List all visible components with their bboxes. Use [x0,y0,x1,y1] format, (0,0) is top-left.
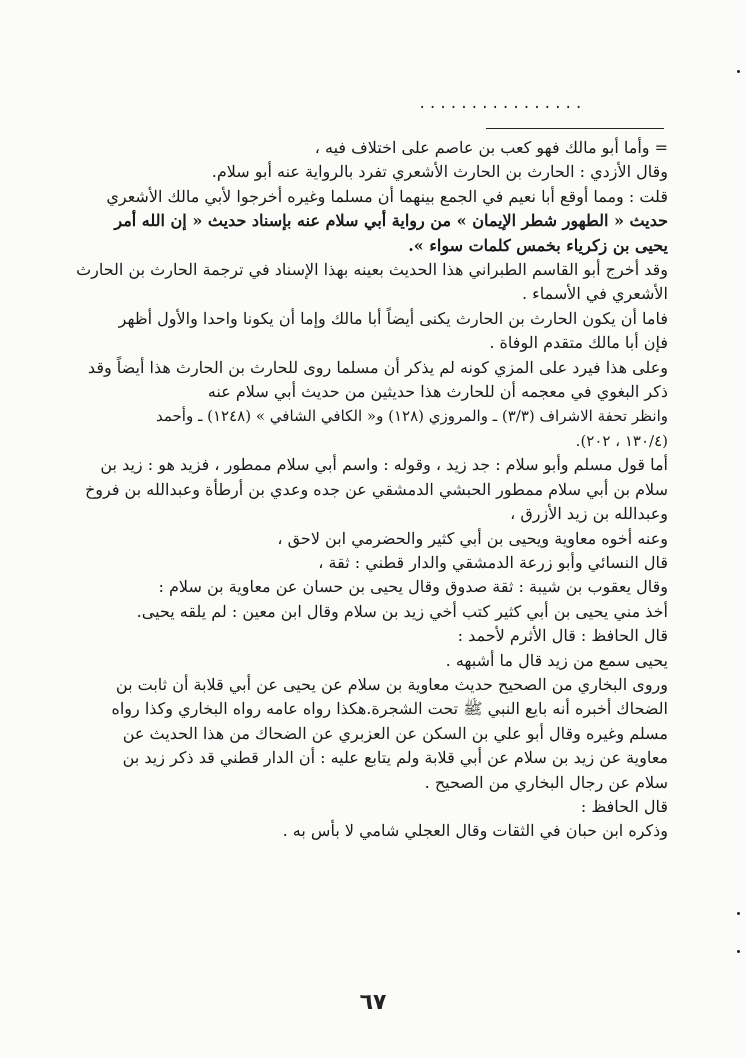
reference-line: (١٣٠/٤ ، ٢٠٢). [575,431,668,450]
edge-mark [737,950,740,953]
text-line: وعنه أخوه معاوية ويحيى بن أبي كثير والحضرمي ابن لاحق ، [277,528,668,548]
text-line: وذكره ابن حبان في الثقات وقال العجلي شامي لا بأس به . [282,821,668,841]
page-body [70,136,668,844]
text-line: أما قول مسلم وأبو سلام : جد زيد ، وقوله : واسم أبي سلام ممطور ، فزيد هو : زيد بن [100,455,668,475]
edge-mark [737,70,740,73]
text-line: قال الحافظ : [580,796,668,816]
text-line: ذكر البغوي في معجمه أن للحارث هذا حديثين من حديث أبي سلام عنه [207,382,668,402]
text-line: يحيى بن زكرياء بخمس كلمات سواء ». [408,235,668,255]
text-line: حديث « الطهور شطر الإيمان » من رواية أبي سلام عنه بإسناد حديث « إن الله أمر [114,211,668,231]
reference-line: وانظر تحفة الاشراف (٣/٣) ـ والمروزي (١٢٨) و« الكافي الشافي » (١٢٤٨) ـ وأحمد [155,407,668,426]
text-line: أخذ مني يحيى بن أبي كثير كتب أخي زيد بن سلام وقال ابن معين : لم يلقه يحيى. [136,601,668,621]
text-line: فاما أن يكون الحارث بن الحارث يكنى أيضاً أبا مالك وإما أن يكونا واحدا والأول أظهر [118,308,668,328]
text-line: وقال يعقوب بن شيبة : ثقة صدوق وقال يحيى بن حسان عن معاوية بن سلام : [158,577,668,597]
text-line: مسلم وغيره وقال أبو علي بن السكن عن العزبري عن الضحاك من هذا الحديث عن [122,723,668,743]
text-line: معاوية عن زيد بن سلام عن أبي قلابة ولم يتابع عليه : أن الدار قطني قد ذكر زيد بن [122,748,668,768]
header-dots: ................ [418,96,585,112]
text-line: وروى البخاري من الصحيح حديث معاوية بن سلام عن يحيى عن أبي قلابة أن ثابت بن [115,674,668,694]
text-line: يحيى سمع من زيد قال ما أشبهه . [445,650,668,670]
text-line: فإن أبا مالك متقدم الوفاة . [489,333,668,353]
footnote-rule [486,128,664,129]
text-line: سلام بن أبي سلام ممطور الحبشي الدمشقي عن جده وعدي بن أرطأة وعبدالله بن فروخ [84,479,668,499]
page-number: ٦٧ [359,990,387,1015]
text-line: = وأما أبو مالك فهو كعب بن عاصم على اختلاف فيه ، [314,138,668,157]
text-line: وقد أخرج أبو القاسم الطبراني هذا الحديث بعينه بهذا الإسناد في ترجمة الحارث بن الحارث [76,260,668,280]
text-line: الضحاك أخبره أنه بايع النبي ﷺ تحت الشجرة.هكذا رواه عامه رواه البخاري وكذا رواه [111,699,668,719]
text-line: قلت : ومما أوقع أبا نعيم في الجمع بينهما أن مسلما وغيره أخرجوا لأبي مالك الأشعري [106,186,668,206]
text-line: الأشعري في الأسماء . [522,284,668,304]
text-line: وعلى هذا فيرد على المزي كونه لم يذكر أن مسلما روى للحارث بن الحارث هذا أيضاً وقد [87,357,668,377]
text-line: قال الحافظ : قال الأثرم لأحمد : [457,626,668,646]
text-line: وعبدالله بن زيد الأزرق ، [510,504,668,524]
edge-mark [737,912,740,915]
text-line: وقال الأزدي : الحارث بن الحارث الأشعري تفرد بالرواية عنه أبو سلام. [211,162,668,182]
text-line: قال النسائي وأبو زرعة الدمشقي والدار قطني : ثقة ، [318,552,668,572]
text-line: سلام عن رجال البخاري من الصحيح . [424,772,668,792]
